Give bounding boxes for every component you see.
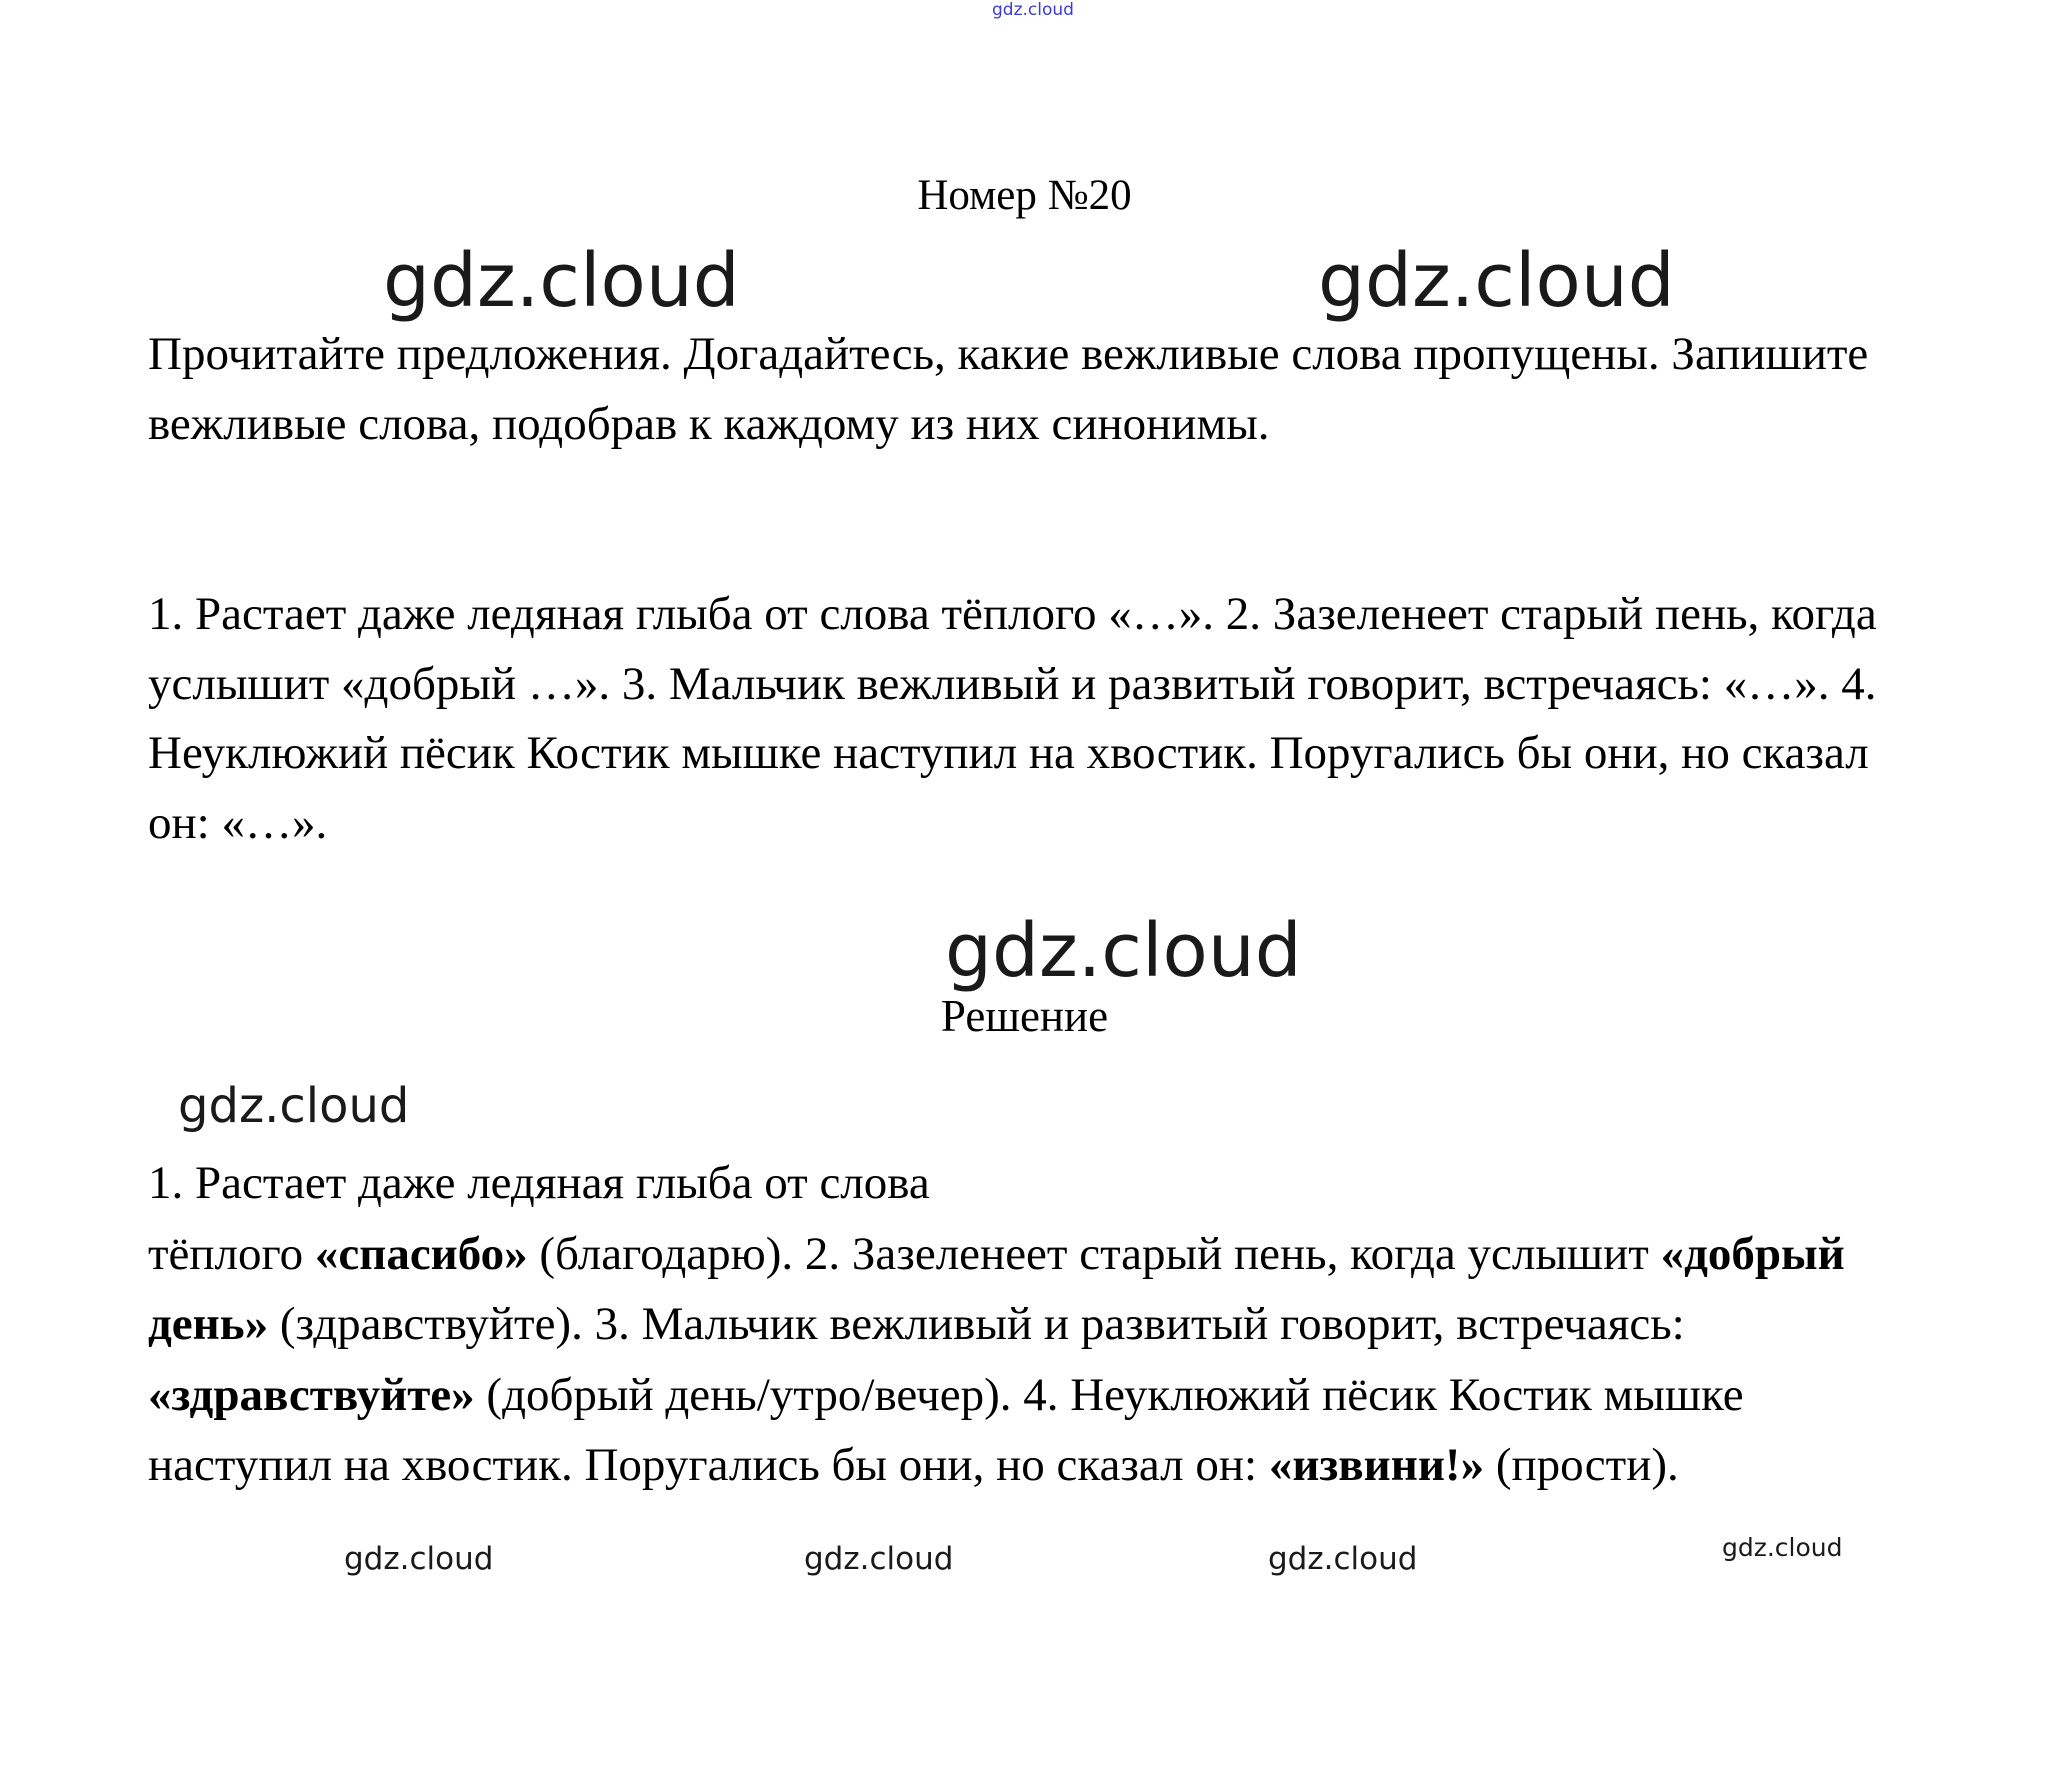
- task-intro-text: Прочитайте предложения. Догадайтесь, какие вежливые слова пропущены. Запишите вежливые слова, подобрав к каждому из них синонимы.: [148, 328, 1869, 450]
- task-items-text: 1. Растает даже ледяная глыба от слова тёплого «…». 2. Зазеленеет старый пень, когда услышит «добрый …». 3. Мальчик вежливый и развитый говорит, встречаясь: «…». 4. Неуклюжий пёсик Костик мышке наступил на хвостик. Поругались бы они, но сказал он: «…».: [148, 588, 1877, 849]
- answer-part-3: (здравствуйте). 3. Мальчик вежливый и развитый говорит, встречаясь:: [268, 1298, 1685, 1350]
- watermark-icon: gdz.cloud: [383, 238, 740, 324]
- watermark-icon: gdz.cloud: [804, 1541, 954, 1577]
- answer-bold-3: «здравствуйте»: [148, 1368, 475, 1421]
- answer-part-2: (благодарю). 2. Зазеленеет старый пень, когда услышит: [527, 1227, 1661, 1280]
- watermark-top-icon: gdz.cloud: [992, 0, 1074, 20]
- page-title: Номер №20: [917, 172, 1132, 219]
- answer-line-1: 1. Растает даже ледяная глыба от слова: [148, 1157, 930, 1209]
- watermark-icon: gdz.cloud: [1268, 1541, 1418, 1577]
- watermark-icon: gdz.cloud: [945, 908, 1302, 994]
- answer-bold-2: «добрый день»: [148, 1227, 1845, 1350]
- watermark-icon: gdz.cloud: [1722, 1533, 1843, 1562]
- watermark-icon: gdz.cloud: [178, 1078, 410, 1134]
- answer-part-5: (прости).: [1484, 1439, 1679, 1491]
- answer-bold-1: «спасибо»: [314, 1227, 528, 1280]
- watermark-icon: gdz.cloud: [1318, 238, 1675, 324]
- solution-heading: Решение: [940, 991, 1109, 1041]
- solution-answer-text: [148, 1148, 1938, 1501]
- watermark-icon: gdz.cloud: [344, 1541, 494, 1577]
- answer-part-4: (добрый день/утро/вечер). 4. Неуклюжий пёсик Костик мышке наступил на хвостик. Поругались бы они, но сказал он:: [148, 1368, 1744, 1491]
- answer-part-1: тёплого: [148, 1227, 315, 1280]
- answer-bold-4: «извини!»: [1268, 1439, 1485, 1491]
